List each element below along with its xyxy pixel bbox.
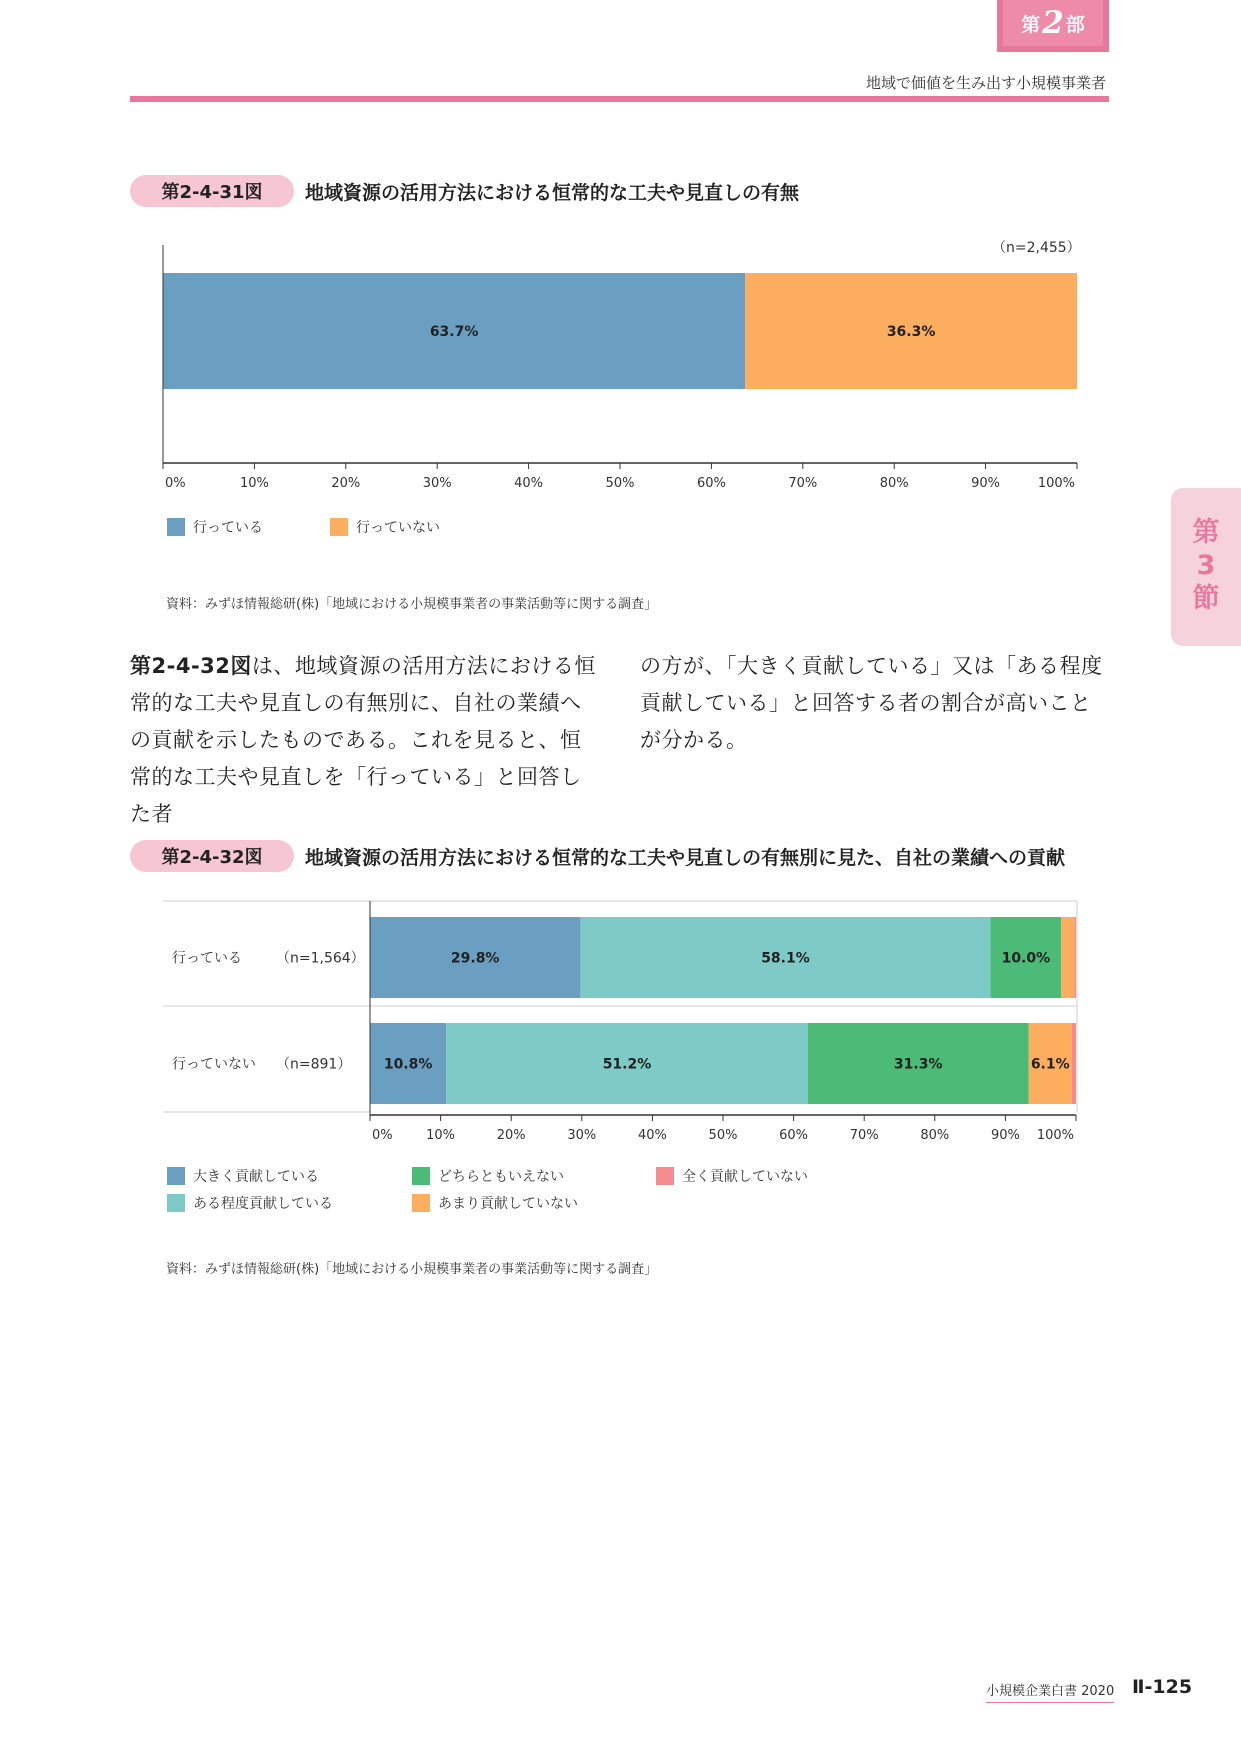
figure1-legend-label: 行っていない <box>356 520 440 536</box>
figure1-legend-label: 行っている <box>193 520 263 536</box>
figure2-bar-segment <box>1061 917 1074 998</box>
part-label-post: 部 <box>1065 13 1085 36</box>
figure1-tick-label: 10% <box>239 476 269 491</box>
figure2-legend-swatch <box>167 1167 185 1185</box>
figure2-tick-label: 30% <box>567 1128 597 1143</box>
body-text-left: は、地域資源の活用方法における恒常的な工夫や見直しの有無別に、自社の業績への貢献を示したものである。これを見ると、恒常的な工夫や見直しを「行っている」と回答した者 <box>130 654 596 826</box>
figure1-chart <box>140 235 1090 560</box>
figure2-tick-label: 80% <box>920 1128 950 1143</box>
figure2-bar-label: 29.8% <box>450 950 500 967</box>
figure2-legend-label: どちらともいえない <box>438 1169 564 1185</box>
figure2-tick-label: 70% <box>849 1128 879 1143</box>
figure2-tick-label: 60% <box>779 1128 809 1143</box>
figure2-tick-label: 50% <box>708 1128 738 1143</box>
figure1-tick-label: 40% <box>514 476 544 491</box>
figure2-bar-segment <box>1072 1023 1076 1104</box>
figure1-legend-swatch <box>330 518 348 536</box>
footer-book-title: 小規模企業白書 2020 <box>986 1680 1114 1703</box>
figure2-bar-label: 10.8% <box>383 1056 433 1073</box>
figure2-tick-label: 40% <box>637 1128 667 1143</box>
figure1-n-label: （n=2,455） <box>992 240 1081 256</box>
figure2-legend-swatch <box>656 1167 674 1185</box>
figure2-legend-label: あまり貢献していない <box>438 1196 578 1212</box>
figure2-tick-label: 100% <box>1036 1128 1074 1143</box>
figure2-bar-label: 51.2% <box>602 1056 652 1073</box>
figure1-source: 資料：みずほ情報総研(株)「地域における小規模事業者の事業活動等に関する調査」 <box>166 597 658 612</box>
figure1-bar-label: 36.3% <box>886 324 936 340</box>
figure2-row-n-label: （n=1,564） <box>276 950 365 967</box>
section-side-tab-label: 第 3 節 <box>1192 517 1220 614</box>
figure1-tick-label: 20% <box>331 476 361 491</box>
header-title: 地域で価値を生み出す小規模事業者 <box>865 74 1106 92</box>
part-tab <box>1003 0 1103 46</box>
part-label-pre: 第 <box>1021 13 1041 36</box>
body-paragraph-right: の方が、「大きく貢献している」又は「ある程度貢献している」と回答する者の割合が高いことが分かる。 <box>640 654 1103 752</box>
figure2-badge: 第2-4-32図 <box>130 840 294 872</box>
body-paragraph-left <box>130 648 600 833</box>
header-rule <box>130 96 1109 102</box>
figure2-tick-label: 90% <box>990 1128 1020 1143</box>
page-number: Ⅱ-125 <box>1132 1676 1193 1698</box>
figure2-chart <box>150 895 1090 1225</box>
figure1-tick-label: 70% <box>788 476 818 491</box>
figure2-legend-label: 大きく貢献している <box>193 1169 319 1185</box>
figure2-legend-swatch <box>412 1194 430 1212</box>
figure2-source: 資料：みずほ情報総研(株)「地域における小規模事業者の事業活動等に関する調査」 <box>166 1262 658 1277</box>
figure2-legend-swatch <box>167 1194 185 1212</box>
figure2-bar-label: 6.1% <box>1030 1056 1070 1073</box>
figure-reference: 第2-4-32図 <box>130 654 252 678</box>
figure2-tick-label: 0% <box>372 1128 393 1143</box>
figure2-tick-label: 10% <box>426 1128 456 1143</box>
figure2-legend-label: 全く貢献していない <box>682 1169 808 1185</box>
figure2-bar-label: 10.0% <box>1001 950 1051 967</box>
figure2-bar-segment <box>1075 917 1076 998</box>
figure1-tick-label: 90% <box>971 476 1001 491</box>
figure2-title: 地域資源の活用方法における恒常的な工夫や見直しの有無別に見た、自社の業績への貢献 <box>305 847 1066 869</box>
figure1-tick-label: 100% <box>1037 476 1075 491</box>
figure2-row-label: 行っていない <box>172 1056 256 1073</box>
figure1-tick-label: 80% <box>879 476 909 491</box>
figure2-legend-swatch <box>412 1167 430 1185</box>
figure1-tick-label: 60% <box>696 476 726 491</box>
figure2-row-n-label: （n=891） <box>276 1056 352 1073</box>
figure1-badge: 第2-4-31図 <box>130 175 294 207</box>
figure1-tick-label: 50% <box>605 476 635 491</box>
figure2-bar-label: 31.3% <box>893 1056 943 1073</box>
figure2-bar-label: 58.1% <box>761 950 810 967</box>
figure1-tick-label: 0% <box>165 476 186 491</box>
figure1-bar-label: 63.7% <box>429 324 479 340</box>
figure1-legend-swatch <box>167 518 185 536</box>
part-number: 2 <box>1042 5 1064 41</box>
figure1-tick-label: 30% <box>422 476 452 491</box>
figure1-title: 地域資源の活用方法における恒常的な工夫や見直しの有無 <box>305 182 800 204</box>
figure2-legend-label: ある程度貢献している <box>193 1196 333 1212</box>
figure2-row-label: 行っている <box>172 950 242 967</box>
figure2-tick-label: 20% <box>496 1128 526 1143</box>
